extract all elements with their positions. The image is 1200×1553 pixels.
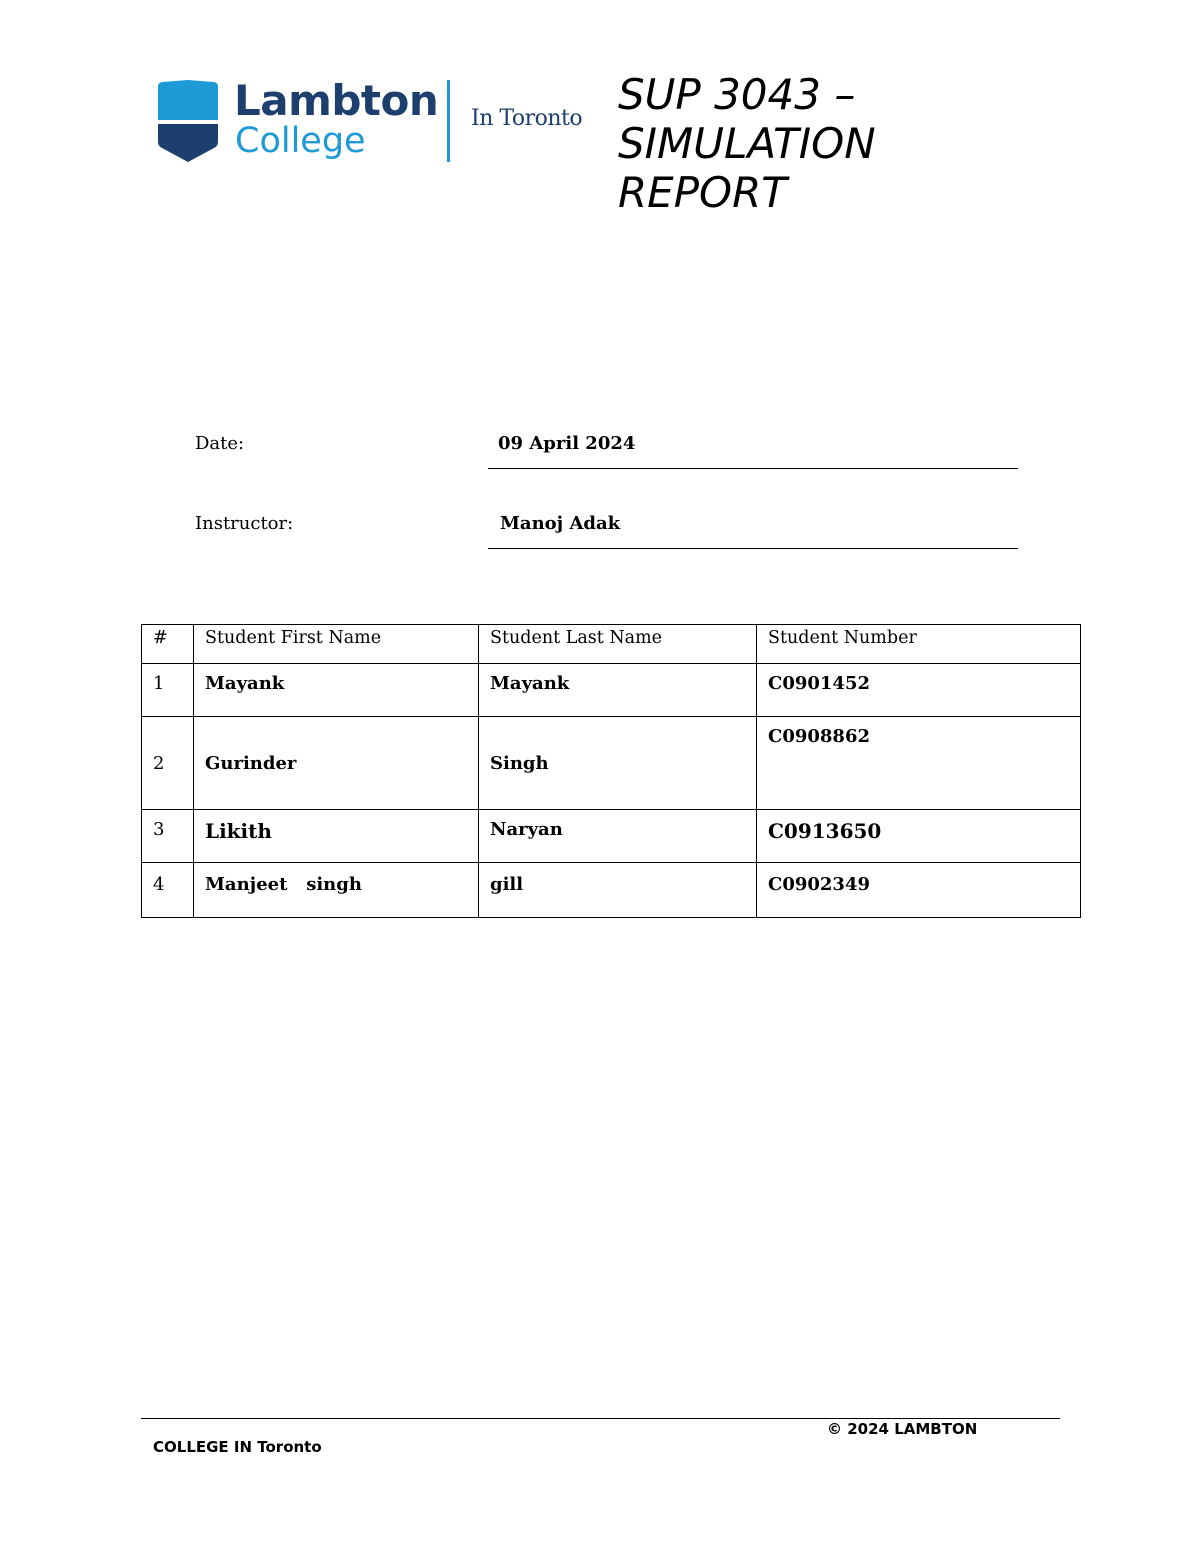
title-line-1: SUP 3043 – <box>618 70 856 119</box>
header-number-sign: # <box>142 625 194 664</box>
logo-word-college: College <box>235 121 366 161</box>
title-line-3: REPORT <box>618 168 787 217</box>
header-student-number: Student Number <box>757 625 1081 664</box>
student-number-cell: C0902349 <box>757 863 1081 918</box>
instructor-value: Manoj Adak <box>488 512 1018 549</box>
student-number-cell: C0908862 <box>757 717 1081 810</box>
footer-college: COLLEGE IN Toronto <box>153 1438 322 1456</box>
table-row <box>142 863 1081 918</box>
table-row <box>142 664 1081 717</box>
logo-location: In Toronto <box>471 106 583 131</box>
footer-copyright: © 2024 LAMBTON <box>827 1420 978 1438</box>
logo-divider <box>447 80 450 162</box>
date-value: 09 April 2024 <box>488 432 1018 469</box>
logo-word-lambton: Lambton <box>234 76 439 125</box>
last-name-cell: Mayank <box>479 664 757 717</box>
first-name-cell: Gurinder <box>194 717 479 810</box>
college-logo <box>158 78 588 168</box>
row-index: 3 <box>142 810 194 863</box>
table-row <box>142 810 1081 863</box>
shield-icon <box>158 80 218 162</box>
last-name-cell: Naryan <box>479 810 757 863</box>
footer-divider <box>141 1418 1060 1419</box>
student-number-cell: C0901452 <box>757 664 1081 717</box>
title-line-2: SIMULATION <box>618 119 876 168</box>
table-row <box>142 717 1081 810</box>
row-index: 2 <box>142 717 194 810</box>
last-name-cell: Singh <box>479 717 757 810</box>
first-name-cell: Mayank <box>194 664 479 717</box>
row-index: 1 <box>142 664 194 717</box>
last-name-cell: gill <box>479 863 757 918</box>
date-label: Date: <box>195 433 245 454</box>
table-header-row <box>142 625 1081 664</box>
row-index: 4 <box>142 863 194 918</box>
student-number-cell: C0913650 <box>757 810 1081 863</box>
instructor-label: Instructor: <box>195 513 294 534</box>
document-title <box>618 70 958 217</box>
first-name-cell: Manjeet singh <box>194 863 479 918</box>
students-table <box>141 624 1081 918</box>
header-first-name: Student First Name <box>194 625 479 664</box>
header-last-name: Student Last Name <box>479 625 757 664</box>
first-name-cell: Likith <box>194 810 479 863</box>
